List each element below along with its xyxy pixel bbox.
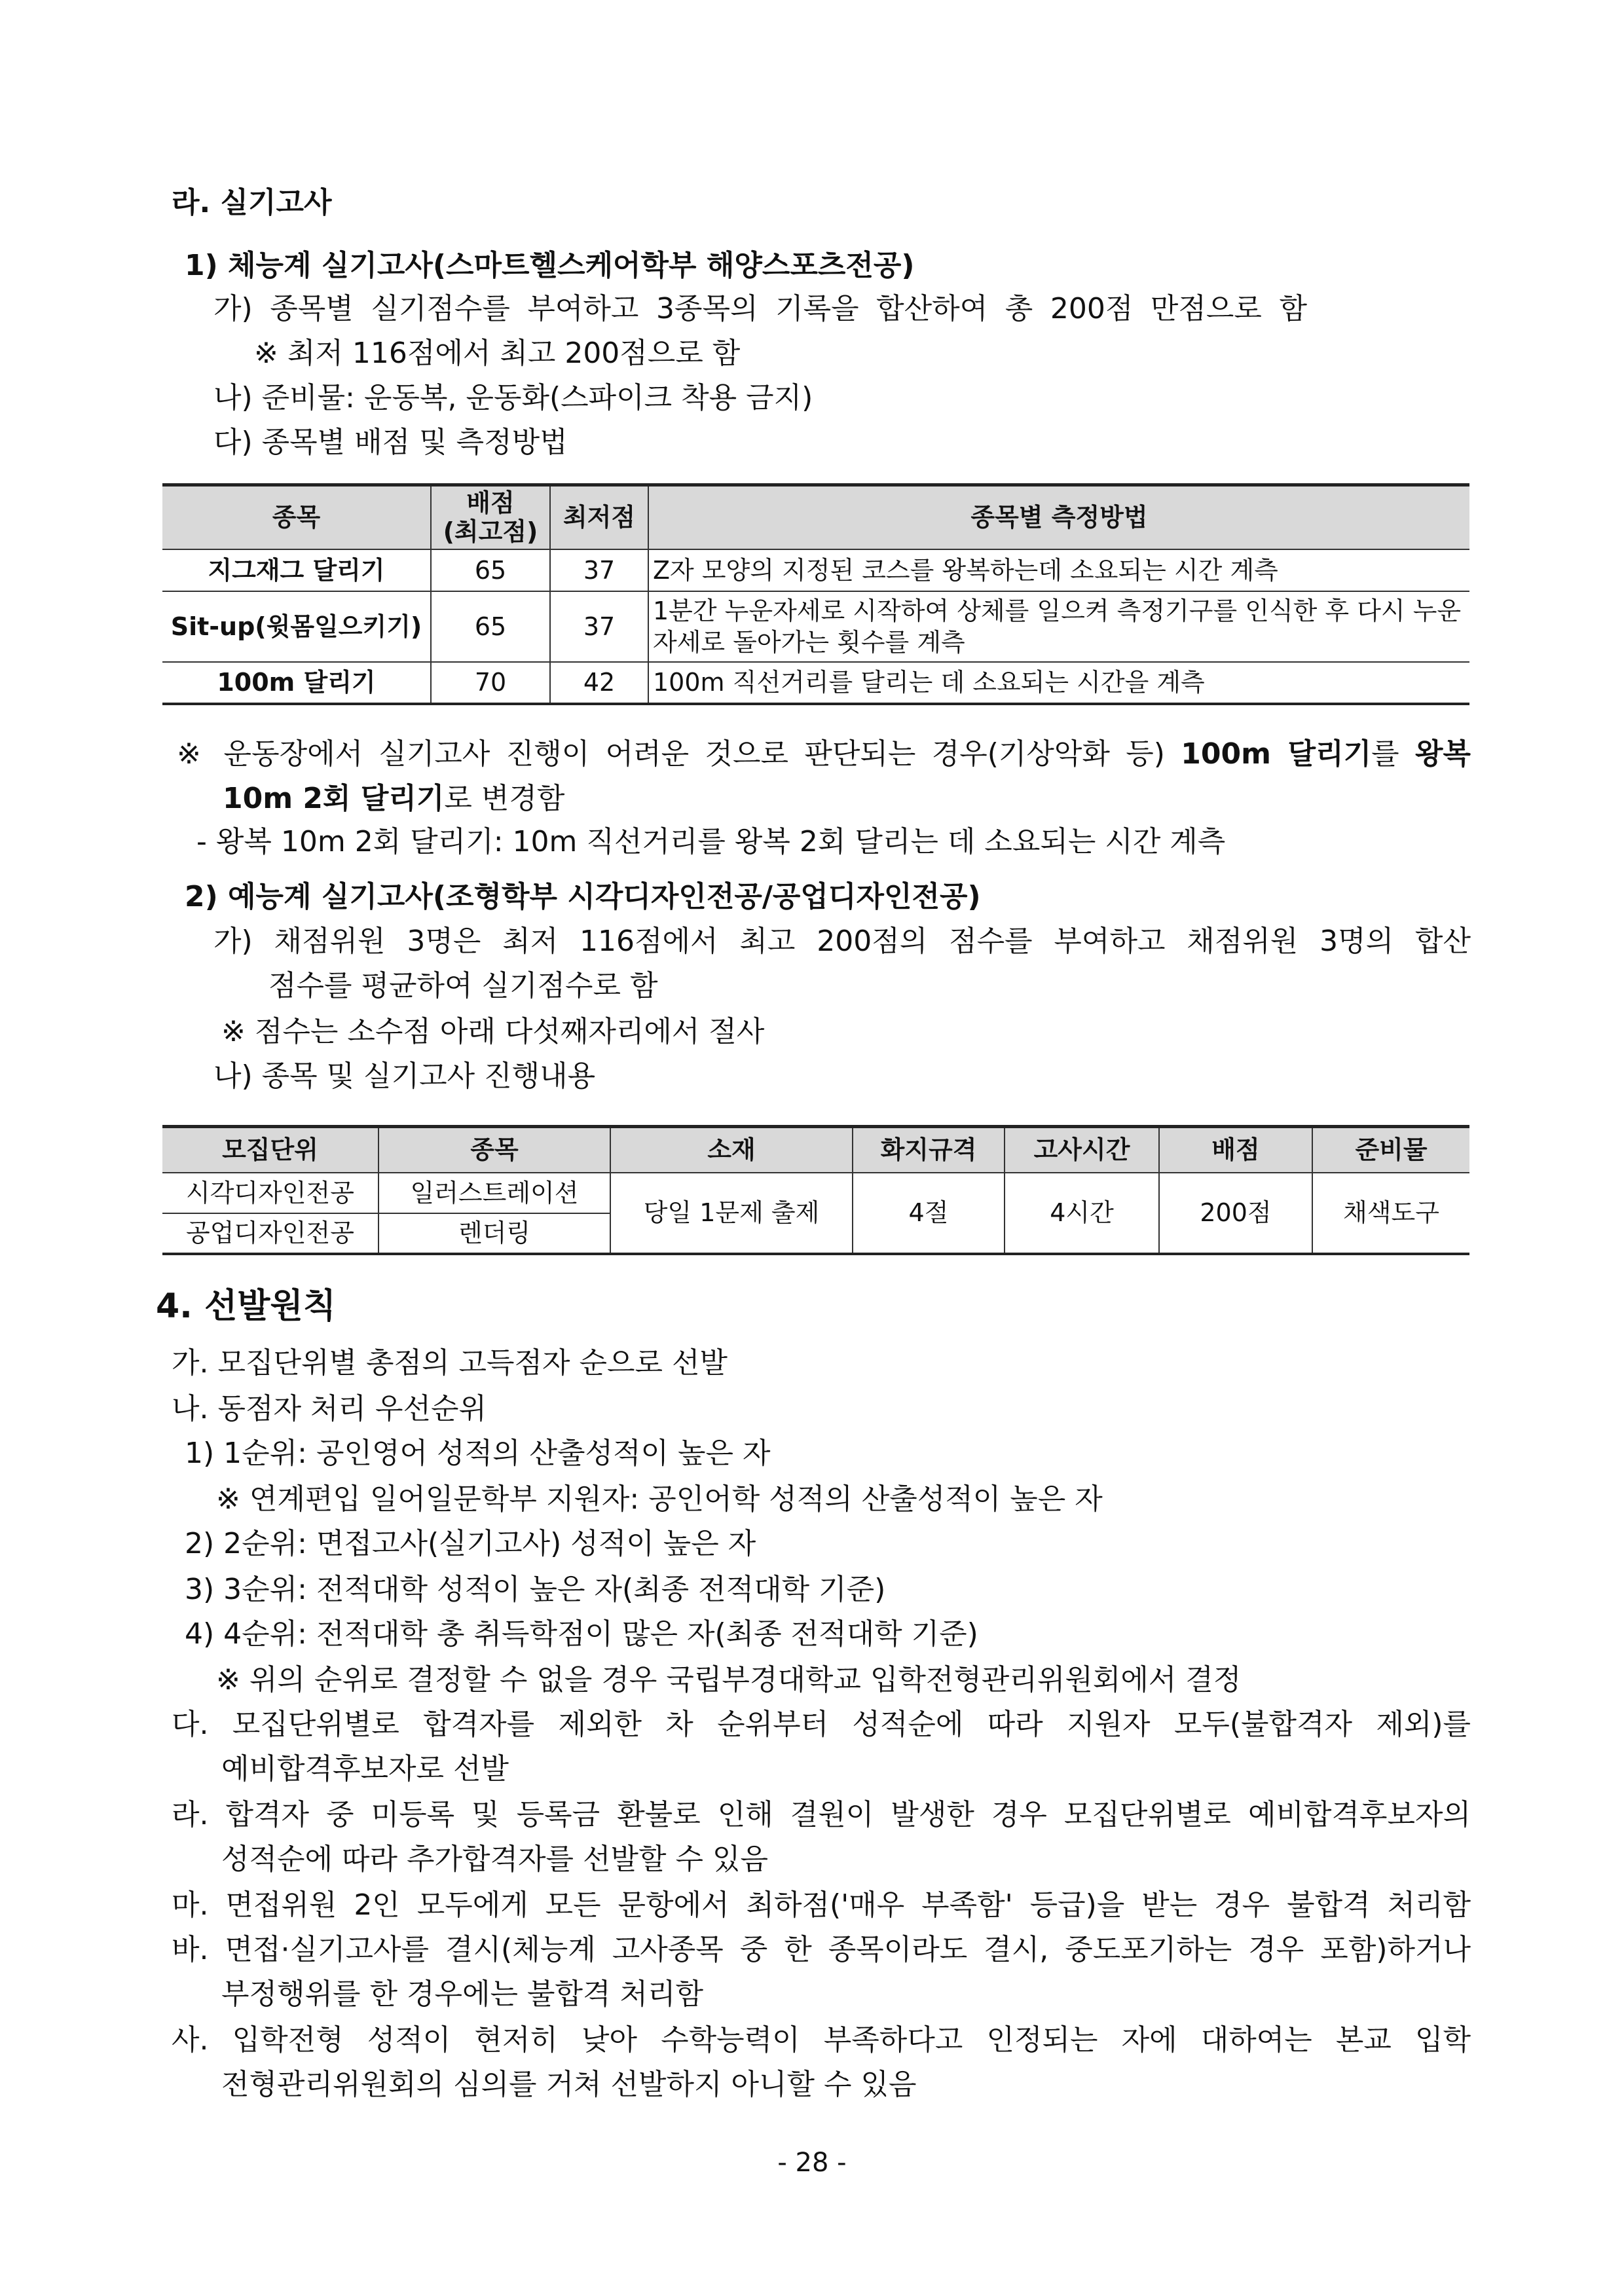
table-header: 모집단위 (162, 1127, 378, 1173)
table-row (162, 1173, 1469, 1213)
table-cell: 4시간 (1005, 1173, 1159, 1254)
note: ※ 위의 순위로 결정할 수 없을 경우 국립부경대학교 입학전형관리위원회에서 결정 (216, 1663, 1242, 1697)
paragraph: 나) 준비물: 운동복, 운동화(스파이크 착용 금지) (213, 381, 813, 414)
paragraph: 점수를 평균하여 실기점수로 함 (268, 969, 658, 1002)
table-header: 고사시간 (1005, 1127, 1159, 1173)
event-scoring-table (162, 483, 1469, 705)
table-row (162, 549, 1469, 591)
page-number: - 28 - (777, 2148, 847, 2178)
paragraph: 사. 입학전형 성적이 현저히 낮아 수학능력이 부족하다고 인정되는 자에 대하여는 본교 입학 (172, 2023, 1471, 2057)
paragraph: 다. 모집단위별로 합격자를 제외한 차 순위부터 성적순에 따라 지원자 모두(불합격자 제외)를 (172, 1708, 1471, 1741)
table-header (431, 485, 550, 549)
table-cell: 1분간 누운자세로 시작하여 상체를 일으켜 측정기구를 인식한 후 다시 누운 자세로 돌아가는 횟수를 계측 (648, 591, 1469, 662)
table-cell: 37 (550, 591, 648, 662)
table-cell: 200점 (1159, 1173, 1312, 1254)
section-heading: 4. 선발원칙 (156, 1287, 336, 1326)
paragraph: 가. 모집단위별 총점의 고득점자 순으로 선발 (172, 1346, 728, 1380)
paragraph: 전형관리위원회의 심의를 거쳐 선발하지 아니할 수 있음 (221, 2068, 917, 2101)
table-cell: 70 (431, 662, 550, 704)
note: ※ 연계편입 일어일문학부 지원자: 공인어학 성적의 산출성적이 높은 자 (216, 1482, 1103, 1516)
paragraph: 예비합격후보자로 선발 (221, 1752, 509, 1786)
table-cell: 일러스트레이션 (378, 1173, 610, 1213)
table-header: 준비물 (1312, 1127, 1469, 1173)
paragraph: 마. 면접위원 2인 모두에게 모든 문항에서 최하점('매우 부족함' 등급)을 받는 경우 불합격 처리함 (172, 1888, 1471, 1922)
priority-item: 3) 3순위: 전적대학 성적이 높은 자(최종 전적대학 기준) (185, 1573, 886, 1606)
paragraph: 나. 동점자 처리 우선순위 (172, 1392, 487, 1425)
paragraph: 나) 종목 및 실기고사 진행내용 (213, 1059, 596, 1093)
table-cell: 당일 1문제 출제 (610, 1173, 853, 1254)
table-cell: 42 (550, 662, 648, 704)
paragraph: 가) 종목별 실기점수를 부여하고 3종목의 기록을 합산하여 총 200점 만점으로 함 (213, 292, 1307, 325)
table-cell: 채색도구 (1312, 1173, 1469, 1254)
table-header: 종목 (378, 1127, 610, 1173)
table-cell: 100m 직선거리를 달리는 데 소요되는 시간을 계측 (648, 662, 1469, 704)
practical-exam-table (162, 1125, 1469, 1255)
table-row (162, 662, 1469, 704)
note: ※ 최저 116점에서 최고 200점으로 함 (254, 337, 741, 370)
table-header: 화지규격 (853, 1127, 1005, 1173)
paragraph: 부정행위를 한 경우에는 불합격 처리함 (221, 1977, 704, 2011)
note-text: ※ 운동장에서 실기고사 진행이 어려운 것으로 판단되는 경우(기상악화 등) (177, 737, 1181, 771)
note-continuation (223, 779, 564, 818)
priority-item: 4) 4순위: 전적대학 총 취득학점이 많은 자(최종 전적대학 기준) (185, 1617, 978, 1651)
table-header-line: (최고점) (443, 517, 538, 547)
paragraph: 성적순에 따라 추가합격자를 선발할 수 있음 (221, 1843, 769, 1876)
table-row (162, 591, 1469, 662)
table-cell: 4절 (853, 1173, 1005, 1254)
note (177, 735, 1471, 774)
table-cell: 65 (431, 549, 550, 591)
table-header: 배점 (1159, 1127, 1312, 1173)
table-header: 최저점 (550, 485, 648, 549)
note-emphasis: 100m 달리기 (1181, 737, 1372, 771)
paragraph: 가) 채점위원 3명은 최저 116점에서 최고 200점의 점수를 부여하고 채점위원 3명의 합산 (213, 925, 1471, 958)
table-cell: 지그재그 달리기 (162, 549, 431, 591)
note: ※ 점수는 소수점 아래 다섯째자리에서 절사 (221, 1015, 765, 1048)
table-cell: 65 (431, 591, 550, 662)
table-header-line: 배점 (466, 488, 515, 518)
note-emphasis: 10m 2회 달리기 (223, 782, 445, 815)
table-cell: Z자 모양의 지정된 코스를 왕복하는데 소요되는 시간 계측 (648, 549, 1469, 591)
table-cell: 37 (550, 549, 648, 591)
note-text: 로 변경함 (444, 782, 565, 815)
table-header: 소재 (610, 1127, 853, 1173)
table-cell: Sit-up(윗몸일으키기) (162, 591, 431, 662)
note-emphasis: 왕복 (1414, 737, 1471, 771)
table-header: 종목별 측정방법 (648, 485, 1469, 549)
note-text: 를 (1371, 737, 1415, 771)
subsection-title: 2) 예능계 실기고사(조형학부 시각디자인전공/공업디자인전공) (185, 880, 981, 913)
paragraph: 다) 종목별 배점 및 측정방법 (213, 426, 568, 459)
paragraph: 바. 면접·실기고사를 결시(체능계 고사종목 중 한 종목이라도 결시, 중도포기하는 경우 포함)하거나 (172, 1933, 1471, 1966)
table-cell: 시각디자인전공 (162, 1173, 378, 1213)
section-heading: 라. 실기고사 (172, 186, 332, 219)
subsection-title: 1) 체능계 실기고사(스마트헬스케어학부 해양스포츠전공) (185, 249, 915, 282)
table-cell: 100m 달리기 (162, 662, 431, 704)
note: - 왕복 10m 2회 달리기: 10m 직선거리를 왕복 2회 달리는 데 소요되는 시간 계측 (196, 825, 1226, 858)
priority-item: 2) 2순위: 면접고사(실기고사) 성적이 높은 자 (185, 1527, 756, 1560)
table-header: 종목 (162, 485, 431, 549)
paragraph: 라. 합격자 중 미등록 및 등록금 환불로 인해 결원이 발생한 경우 모집단위별로 예비합격후보자의 (172, 1798, 1471, 1831)
priority-item: 1) 1순위: 공인영어 성적의 산출성적이 높은 자 (185, 1437, 771, 1470)
table-cell: 공업디자인전공 (162, 1213, 378, 1254)
table-cell: 렌더링 (378, 1213, 610, 1254)
